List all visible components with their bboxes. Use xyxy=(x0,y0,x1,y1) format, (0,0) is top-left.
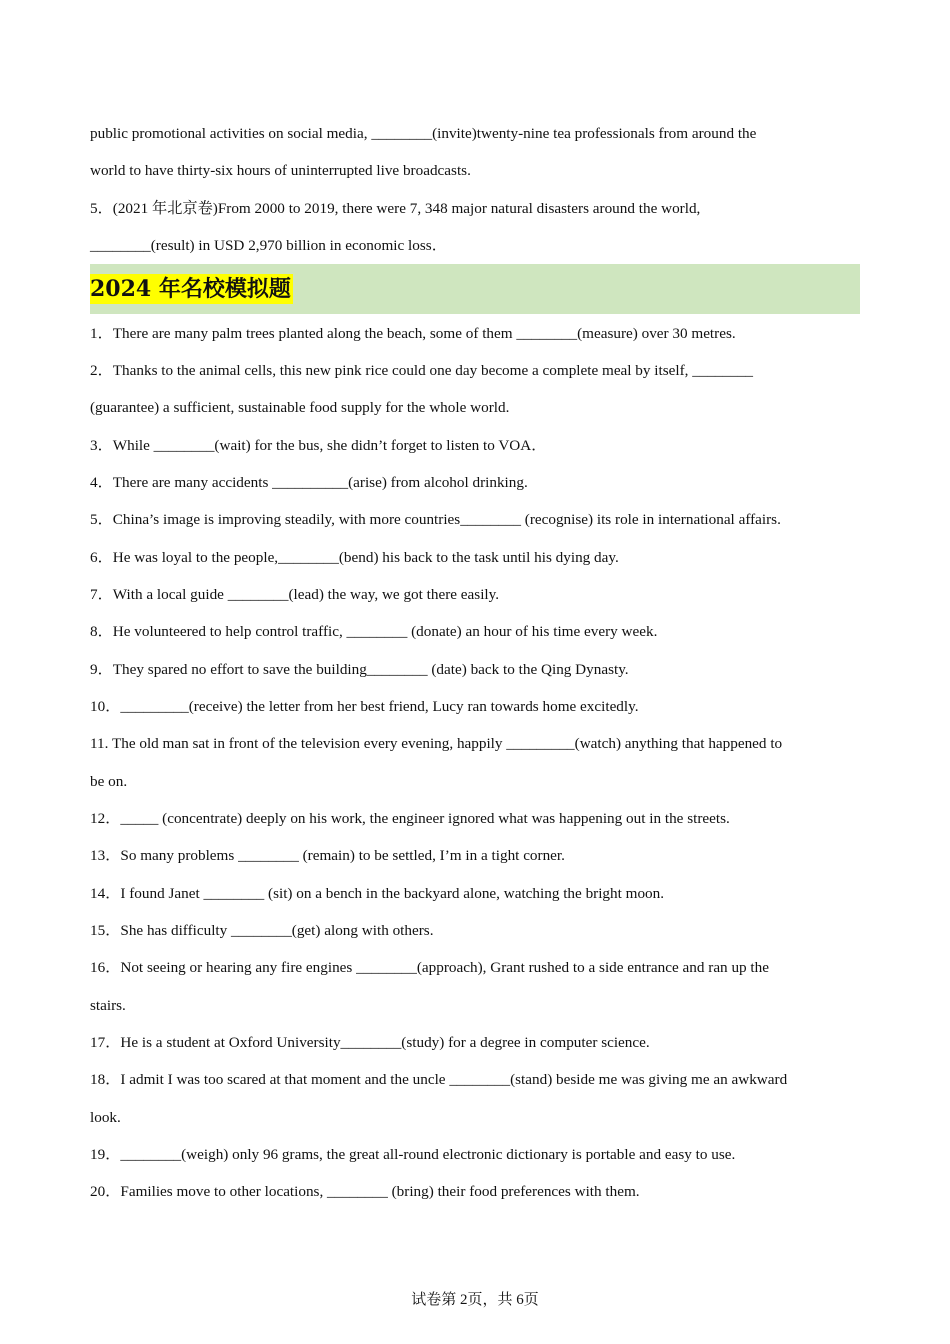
question-line: 10．_________(receive) the letter from her best friend, Lucy ran towards home excitedly. xyxy=(90,698,639,715)
question-line: 1．There are many palm trees planted along the beach, some of them ________(measure) over 30 metres. xyxy=(90,325,736,342)
question-line: 9．They spared no effort to save the building________ (date) back to the Qing Dynasty. xyxy=(90,661,629,678)
question-line: 5．China’s image is improving steadily, with more countries________ (recognise) its role in international affairs. xyxy=(90,511,781,528)
intro-line: ________(result) in USD 2,970 billion in economic loss． xyxy=(90,237,447,254)
question-line: 16．Not seeing or hearing any fire engines ________(approach), Grant rushed to a side entrance and ran up the xyxy=(90,959,769,976)
question-line: 15．She has difficulty ________(get) along with others. xyxy=(90,922,434,939)
section-header-band xyxy=(90,264,860,314)
question-line: 3．While ________(wait) for the bus, she didn’t forget to listen to VOA． xyxy=(90,437,547,454)
question-line: 17．He is a student at Oxford University________(study) for a degree in computer science. xyxy=(90,1034,650,1051)
question-line: 6．He was loyal to the people,________(bend) his back to the task until his dying day. xyxy=(90,549,619,566)
question-line: 8．He volunteered to help control traffic, ________ (donate) an hour of his time every week. xyxy=(90,623,658,640)
question-line: 2．Thanks to the animal cells, this new pink rice could one day become a complete meal by itself, ________ xyxy=(90,362,754,379)
question-line: 20．Families move to other locations, ________ (bring) their food preferences with them. xyxy=(90,1183,640,1200)
question-line: (guarantee) a sufficient, sustainable food supply for the whole world. xyxy=(90,399,510,416)
question-line: look. xyxy=(90,1109,121,1126)
intro-line: public promotional activities on social media, ________(invite)twenty-nine tea professionals from around the xyxy=(90,125,757,142)
section-title: 2024 年名校模拟题 xyxy=(90,276,291,302)
question-line: 11. The old man sat in front of the television every evening, happily _________(watch) anything that happened to xyxy=(90,735,783,752)
page-footer: 试卷第 2页，共 6页 xyxy=(411,1292,539,1308)
question-line: 18．I admit I was too scared at that moment and the uncle ________(stand) beside me was giving me an awkward xyxy=(90,1071,788,1088)
question-line: 12．_____ (concentrate) deeply on his work, the engineer ignored what was happening out in the streets. xyxy=(90,810,730,827)
question-line: stairs. xyxy=(90,997,126,1014)
question-line: 19．________(weigh) only 96 grams, the great all-round electronic dictionary is portable and easy to use. xyxy=(90,1146,736,1163)
question-line: be on. xyxy=(90,773,128,790)
question-5-2021-beijing: 5．(2021 年北京卷)From 2000 to 2019, there were 7, 348 major natural disasters around the world, xyxy=(90,200,701,217)
question-line: 13．So many problems ________ (remain) to be settled, I’m in a tight corner. xyxy=(90,847,565,864)
question-line: 7．With a local guide ________(lead) the way, we got there easily. xyxy=(90,586,500,603)
question-line: 14．I found Janet ________ (sit) on a bench in the backyard alone, watching the bright moon. xyxy=(90,885,665,902)
intro-line: world to have thirty-six hours of uninterrupted live broadcasts. xyxy=(90,162,471,179)
question-line: 4．There are many accidents __________(arise) from alcohol drinking. xyxy=(90,474,528,491)
